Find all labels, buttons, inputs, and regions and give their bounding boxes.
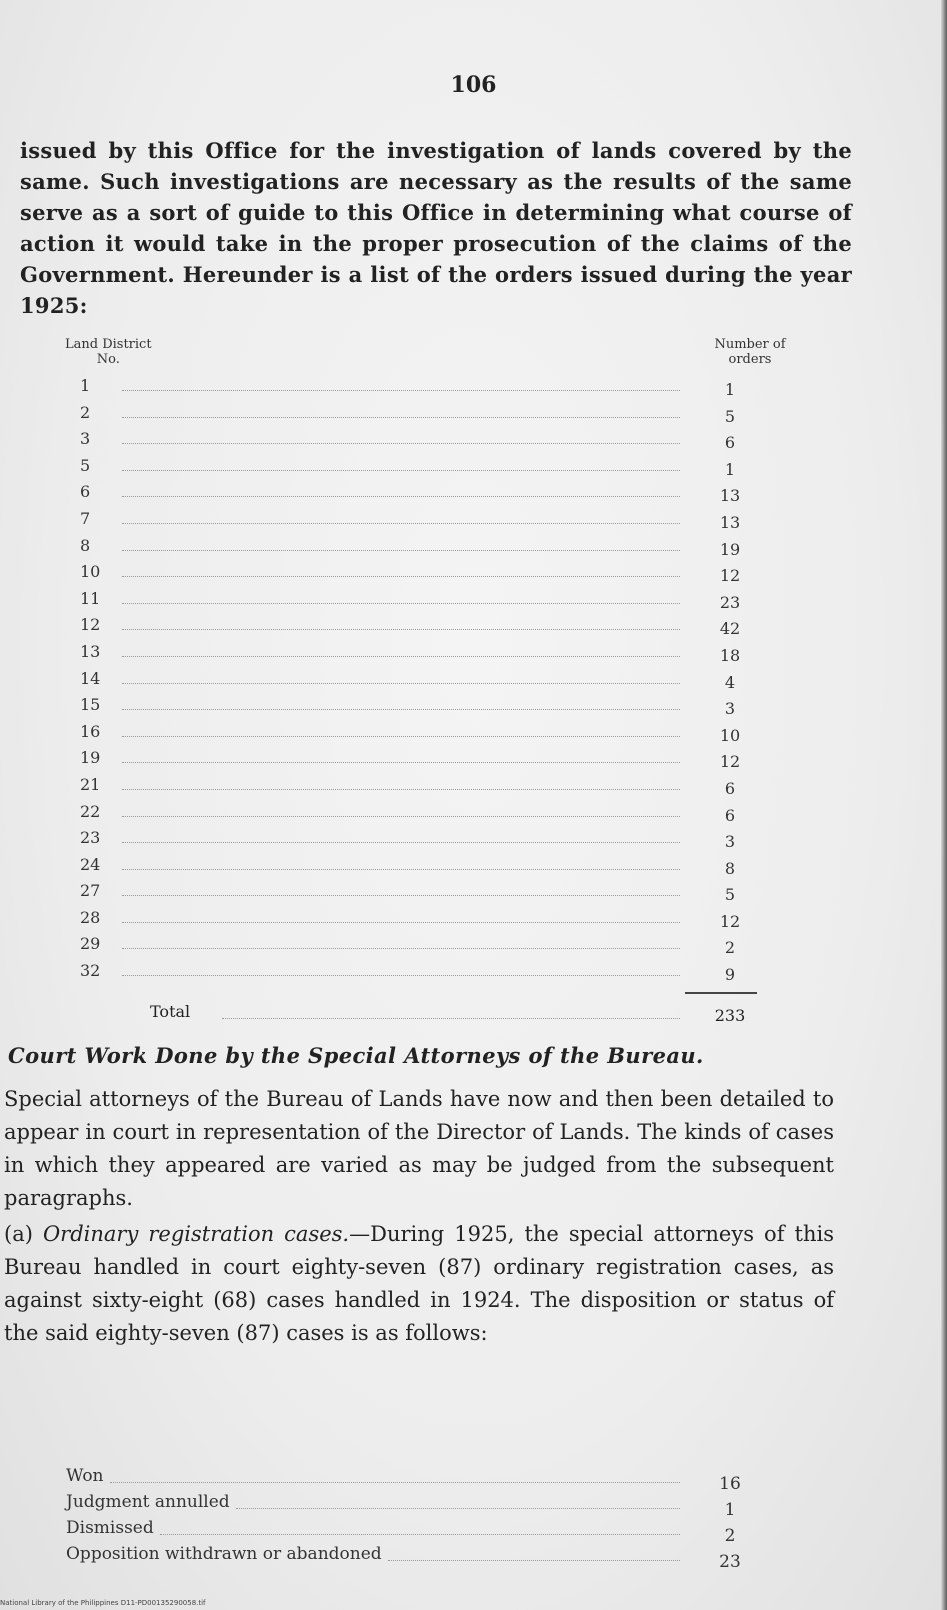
orders-count: 3 <box>724 832 736 852</box>
column-header-orders-line2: orders <box>728 352 772 367</box>
district-number: 22 <box>80 801 101 821</box>
orders-count: 13 <box>719 512 741 532</box>
table-row <box>80 589 780 616</box>
section-heading: Court Work Done by the Special Attorneys of the Bureau. <box>8 1043 704 1068</box>
district-number: 23 <box>80 828 101 848</box>
table-row <box>80 855 780 882</box>
case-label: Dismissed <box>66 1518 154 1538</box>
case-label: Opposition withdrawn or abandoned <box>66 1544 382 1564</box>
registration-paragraph <box>4 1218 834 1350</box>
table-row <box>80 775 780 802</box>
leader-dots <box>122 496 680 497</box>
column-header-orders-line1: Number of <box>714 337 786 352</box>
leader-dots <box>122 417 680 418</box>
orders-count: 8 <box>724 858 736 878</box>
district-number: 8 <box>80 535 91 555</box>
orders-count: 42 <box>719 619 741 639</box>
orders-count: 12 <box>719 911 741 931</box>
section-paragraph: Special attorneys of the Bureau of Lands have now and then been detailed to appear in court in representation of the Director of Lands. The kinds of cases in which they appeared are varied as may be judged from the subsequent paragraphs. <box>4 1087 834 1210</box>
leader-dots <box>122 576 680 577</box>
district-number: 1 <box>80 376 91 395</box>
table-row <box>80 429 780 456</box>
table-row <box>80 669 780 696</box>
table-row <box>80 376 780 403</box>
district-number: 32 <box>80 961 101 981</box>
orders-count: 13 <box>719 486 741 506</box>
table-row <box>80 881 780 908</box>
orders-count: 6 <box>724 433 736 453</box>
district-number: 16 <box>80 721 101 741</box>
leader-dots <box>122 709 680 710</box>
total-row <box>150 1002 780 1030</box>
table-row <box>80 403 780 430</box>
table-row <box>80 642 780 669</box>
orders-count: 5 <box>724 406 736 426</box>
district-number: 21 <box>80 774 101 794</box>
table-row <box>80 961 780 988</box>
district-number: 10 <box>80 562 101 582</box>
column-header-district <box>65 337 152 367</box>
district-number: 29 <box>80 934 101 954</box>
list-item <box>66 1518 780 1544</box>
table-row <box>80 695 780 722</box>
table-row <box>80 908 780 935</box>
district-number: 6 <box>80 482 91 502</box>
registration-prefix: (a) <box>4 1222 43 1246</box>
orders-count: 5 <box>724 885 736 905</box>
leader-dots <box>222 1018 680 1019</box>
district-number: 14 <box>80 668 101 688</box>
orders-count: 9 <box>724 965 736 985</box>
table-row <box>80 615 780 642</box>
district-number: 19 <box>80 748 101 768</box>
leader-dots <box>110 1482 680 1483</box>
orders-count: 18 <box>719 645 741 665</box>
leader-dots <box>122 656 680 657</box>
orders-count: 6 <box>724 805 736 825</box>
orders-count: 1 <box>724 380 736 399</box>
table-row <box>80 722 780 749</box>
leader-dots <box>122 683 680 684</box>
registration-title: Ordinary registration cases. <box>42 1222 350 1246</box>
district-number: 28 <box>80 907 101 927</box>
orders-count: 23 <box>719 592 741 612</box>
table-row <box>80 934 780 961</box>
orders-count: 1 <box>724 459 736 479</box>
leader-dots <box>122 895 680 896</box>
case-count: 16 <box>719 1474 741 1494</box>
orders-count: 4 <box>724 672 736 692</box>
orders-count: 12 <box>719 566 741 586</box>
district-number: 15 <box>80 695 101 715</box>
district-number: 5 <box>80 455 91 475</box>
leader-dots <box>388 1560 680 1561</box>
district-number: 11 <box>80 588 101 608</box>
leader-dots <box>122 736 680 737</box>
case-count: 23 <box>719 1552 741 1572</box>
table-row <box>80 482 780 509</box>
leader-dots <box>122 629 680 630</box>
orders-count: 19 <box>719 539 741 559</box>
column-header-district-line1: Land District <box>65 337 152 352</box>
table-row <box>80 509 780 536</box>
intro-paragraph: issued by this Office for the investigation of lands covered by the same. Such investigations are necessary as the results of the same serve as a sort of guide to this Office in determining what course of action it would take in the proper prosecution of the claims of the Government. Hereunder is a list of the orders issued during the year 1925: <box>20 138 852 318</box>
cases-list <box>66 1466 780 1570</box>
leader-dots <box>122 816 680 817</box>
list-item <box>66 1492 780 1518</box>
district-number: 2 <box>80 402 91 422</box>
leader-dots <box>122 789 680 790</box>
case-label: Judgment annulled <box>66 1492 230 1512</box>
orders-count: 2 <box>724 938 736 958</box>
orders-count: 10 <box>719 725 741 745</box>
district-number: 24 <box>80 854 101 874</box>
list-item <box>66 1466 780 1492</box>
orders-count: 6 <box>724 778 736 798</box>
leader-dots <box>122 948 680 949</box>
leader-dots <box>122 390 680 391</box>
leader-dots <box>122 842 680 843</box>
district-number: 12 <box>80 615 101 635</box>
leader-dots <box>122 603 680 604</box>
footer-credit: National Library of the Philippines D11-PD00135290058.tif <box>0 1599 206 1607</box>
orders-count: 12 <box>719 752 741 772</box>
registration-text: —During 1925, the special attorneys of this Bureau handled in court eighty-seven (87) ordinary registration cases, as against sixty-eight (68) cases handled in 1924. The disposition or status of the said eighty-seven (87) cases is as follows: <box>4 1222 834 1345</box>
total-rule <box>685 992 757 994</box>
leader-dots <box>122 443 680 444</box>
orders-count: 3 <box>724 699 736 719</box>
column-header-orders <box>705 337 795 367</box>
leader-dots <box>122 550 680 551</box>
district-number: 13 <box>80 641 101 661</box>
district-number: 27 <box>80 881 101 901</box>
table-row <box>80 828 780 855</box>
case-label: Won <box>66 1466 104 1486</box>
leader-dots <box>122 975 680 976</box>
page-edge-shadow <box>941 0 947 1610</box>
column-header-district-line2: No. <box>96 352 120 367</box>
page-number: 106 <box>450 72 497 98</box>
table-row <box>80 456 780 483</box>
leader-dots <box>122 922 680 923</box>
leader-dots <box>122 762 680 763</box>
table-row <box>80 562 780 589</box>
leader-dots <box>160 1534 680 1535</box>
district-number: 3 <box>80 429 91 449</box>
list-item <box>66 1544 780 1570</box>
total-value: 233 <box>714 1006 746 1025</box>
leader-dots <box>122 470 680 471</box>
leader-dots <box>122 523 680 524</box>
table-row <box>80 748 780 775</box>
orders-table <box>80 376 780 988</box>
leader-dots <box>122 869 680 870</box>
table-row <box>80 802 780 829</box>
table-row <box>80 536 780 563</box>
total-label: Total <box>150 1002 191 1021</box>
leader-dots <box>236 1508 680 1509</box>
district-number: 7 <box>80 508 91 528</box>
case-count: 1 <box>724 1500 736 1520</box>
case-count: 2 <box>724 1526 736 1546</box>
